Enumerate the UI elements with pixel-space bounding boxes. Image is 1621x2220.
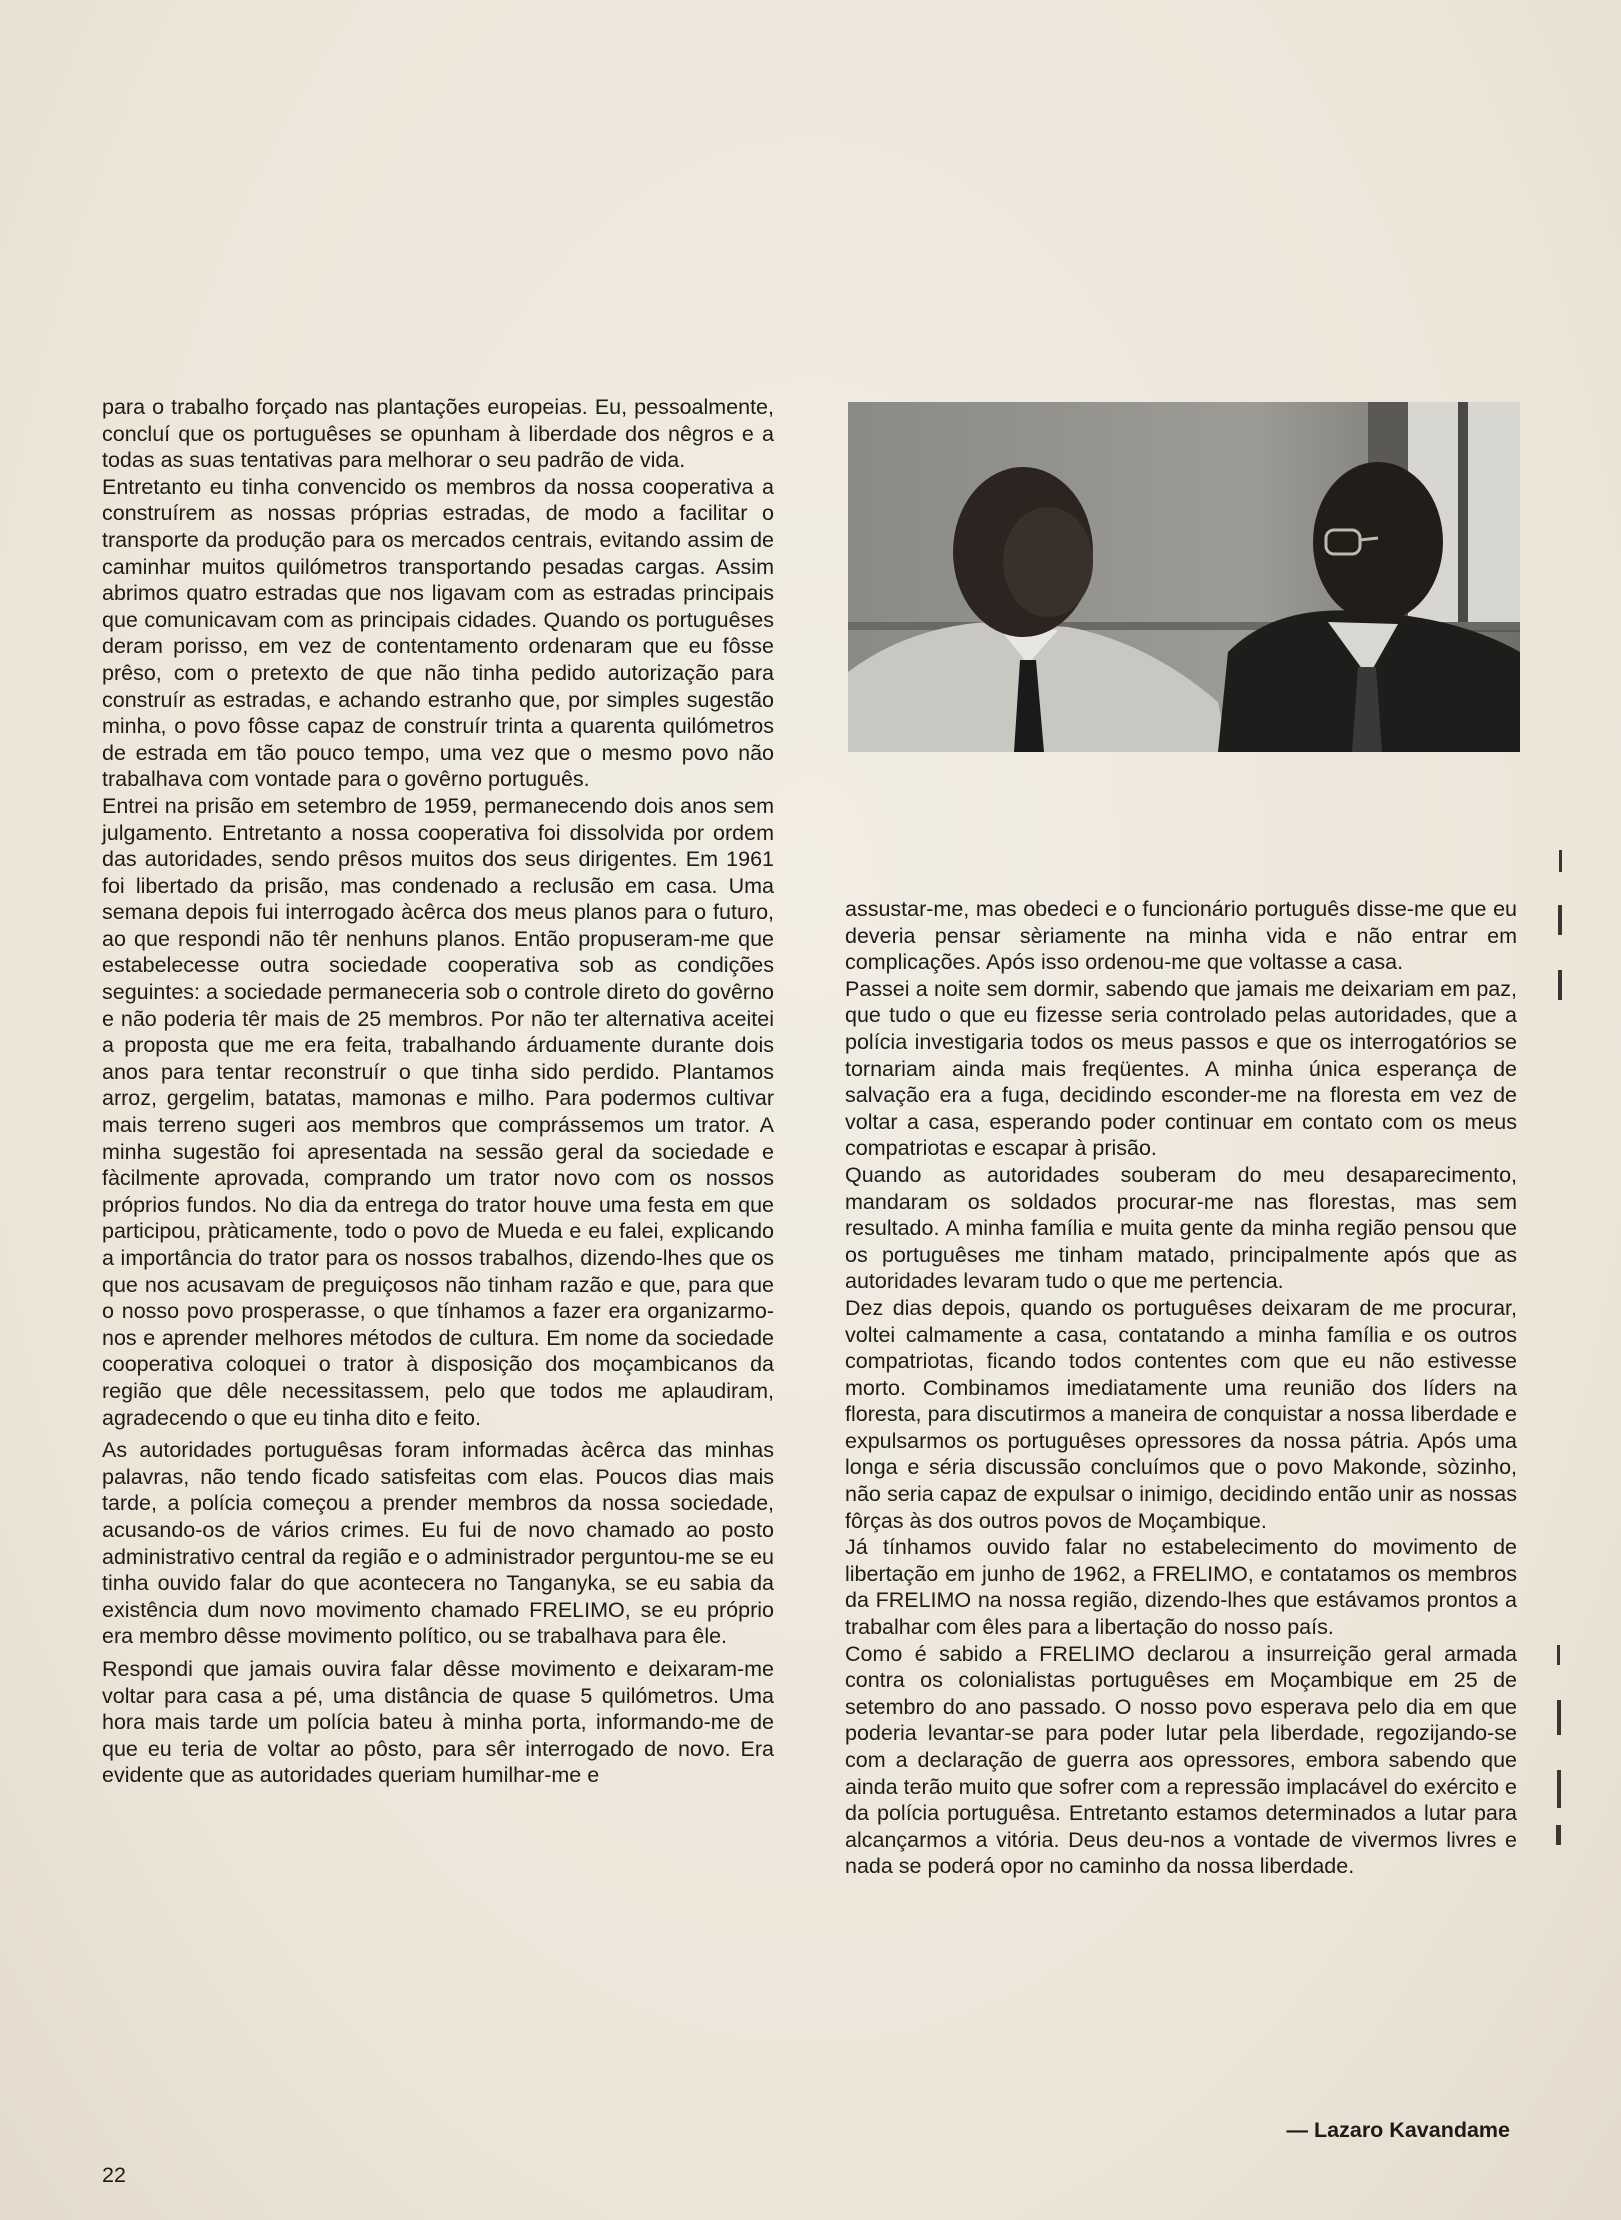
paragraph: assustar-me, mas obedeci e o funcionário português disse-me que eu deveria pensar sèriamente na minha vida e não entrar em complicações. Após isso ordenou-me que voltasse a casa.	[845, 897, 1517, 975]
photo-two-men-in-conversation	[848, 402, 1520, 752]
margin-mark	[1558, 970, 1562, 1000]
margin-mark	[1557, 1770, 1561, 1808]
paragraph: Entrei na prisão em setembro de 1959, permanecendo dois anos sem julgamento. Entretanto a nossa cooperativa foi dissolvida por ordem das autoridades, sendo prêsos muitos dos seus dirigentes. Em 1961 foi libertado da prisão, mas condenado a reclusão em casa. Uma semana depois fui interrogado àcêrca dos meus planos para o futuro, ao que respondi não têr nenhuns planos. Então propuseram-me que estabelecesse outra sociedade cooperativa sob as condições seguintes: a sociedade permaneceria sob o controle direto do govêrno e não poderia têr mais de 25 membros. Por não ter alternativa aceitei a proposta que me era feita, trabalhando árduamente durante dois anos para tentar reconstruír o que tinha sido perdido. Plantamos arroz, gergelim, batatas, mamonas e milho. Para podermos cultivar mais terreno sugeri aos membros que comprássemos um trator. A minha sugestão foi apresentada na sessão geral da sociedade e fàcilmente aprovada, comprando um trator novo com os nossos próprios fundos. No dia da entrega do trator houve uma festa em que participou, pràticamente, todo o povo de Mueda e eu falei, explicando a importância do trator para os nossos trabalhos, dizendo-lhes que os que nos acusavam de preguiçosos não tinham razão e que, para que o nosso povo prosperasse, o que tínhamos a fazer era organizarmo-nos e aprender melhores métodos de cultura. Em nome da sociedade cooperativa coloquei o trator à disposição dos moçambicanos da região que dêle necessitassem, pelo que todos me aplaudiram, agradecendo o que eu tinha dito e feito.	[102, 793, 774, 1430]
margin-mark	[1557, 1700, 1561, 1735]
left-text-column	[102, 394, 774, 1789]
right-text-column	[845, 896, 1517, 1880]
margin-mark	[1558, 905, 1562, 935]
paragraph: Quando as autoridades souberam do meu desaparecimento, mandaram os soldados procurar-me nas florestas, mas sem resultado. A minha família e muita gente da minha região pensou que os portuguêses me tinham matado, principalmente após que as autoridades levaram tudo o que me pertencia.	[845, 1162, 1517, 1294]
margin-mark	[1557, 1645, 1560, 1665]
paragraph: Dez dias depois, quando os portuguêses deixaram de me procurar, voltei calmamente a casa, contatando a minha família e os outros compatriotas, ficando todos contentes com que eu não estivesse morto. Combinamos imediatamente uma reunião dos líders na floresta, para discutirmos a maneira de conquistar a nossa liberdade e expulsarmos os portuguêses opressores da nossa pátria. Após uma longa e séria discussão concluímos que o povo Makonde, sòzinho, não seria capaz de expulsar o inimigo, decidindo então unir as nossas fôrças às dos outros povos de Moçambique.	[845, 1295, 1517, 1533]
paragraph: As autoridades portuguêsas foram informadas àcêrca das minhas palavras, não tendo ficado satisfeitas com elas. Poucos dias mais tarde, a polícia começou a prender membros da nossa sociedade, acusando-os de vários crimes. Eu fui de novo chamado ao posto administrativo central da região e o administrador perguntou-me se eu tinha ouvido falar do que acontecera no Tanganyka, se eu sabia da existência dum novo movimento chamado FRELIMO, se eu próprio era membro dêsse movimento político, ou se trabalhava para êle.	[102, 1438, 774, 1649]
paragraph: Como é sabido a FRELIMO declarou a insurreição geral armada contra os colonialistas portuguêses em Moçambique em 25 de setembro do ano passado. O nosso povo esperava pelo dia em que poderia levantar-se para poder lutar pela liberdade, regozijando-se com a declaração de guerra aos opressores, embora sabendo que ainda terão muito que sofrer com a repressão implacável do exército e da polícia portuguêsa. Entretanto estamos determinados a lutar para alcançarmos a vitória. Deus deu-nos a vontade de vivermos livres e nada se poderá opor no caminho da nossa liberdade.	[845, 1641, 1517, 1879]
margin-mark	[1559, 850, 1562, 872]
page-number: 22	[102, 2163, 126, 2187]
author-signature: — Lazaro Kavandame	[1286, 2118, 1510, 2142]
paragraph: Já tínhamos ouvido falar no estabelecimento do movimento de libertação em junho de 1962, a FRELIMO, e contatamos os membros da FRELIMO na nossa região, dizendo-lhes que estávamos prontos a trabalhar com êles para a libertação do nosso país.	[845, 1535, 1517, 1640]
paragraph: Entretanto eu tinha convencido os membros da nossa cooperativa a construírem as nossas próprias estradas, de modo a facilitar o transporte da produção para os mercados centrais, evitando assim de caminhar muitos quilómetros transportando pesadas cargas. Assim abrimos quatro estradas que nos ligavam com as estradas principais que comunicavam com as principais cidades. Quando os portuguêses deram porisso, em vez de contentamento ordenaram que eu fôsse prêso, com o pretexto de que não tinha pedido autorização para construír as estradas, e achando estranho que, por simples sugestão minha, o povo fôsse capaz de construír trinta a quarenta quilómetros de estrada em tão pouco tempo, uma vez que o mesmo povo não trabalhava com vontade para o govêrno português.	[102, 474, 774, 792]
paragraph: Passei a noite sem dormir, sabendo que jamais me deixariam em paz, que tudo o que eu fizesse seria controlado pelas autoridades, que a polícia investigaria todos os meus passos e que os interrogatórios se tornariam ainda mais freqüentes. A minha única esperança de salvação era a fuga, decidindo esconder-me na floresta em vez de voltar a casa, esperando poder continuar em contato com os meus compatriotas e escapar à prisão.	[845, 976, 1517, 1161]
paragraph: para o trabalho forçado nas plantações europeias. Eu, pessoalmente, concluí que os portuguêses se opunham à liberdade dos nêgros e a todas as suas tentativas para melhorar o seu padrão de vida.	[102, 395, 774, 473]
photo-illustration	[848, 402, 1520, 752]
paragraph: Respondi que jamais ouvira falar dêsse movimento e deixaram-me voltar para casa a pé, uma distância de quase 5 quilómetros. Uma hora mais tarde um polícia bateu à minha porta, informando-me de que eu teria de voltar ao pôsto, para sêr interrogado de novo. Era evidente que as autoridades queriam humilhar-me e	[102, 1656, 774, 1788]
margin-mark	[1556, 1825, 1561, 1845]
